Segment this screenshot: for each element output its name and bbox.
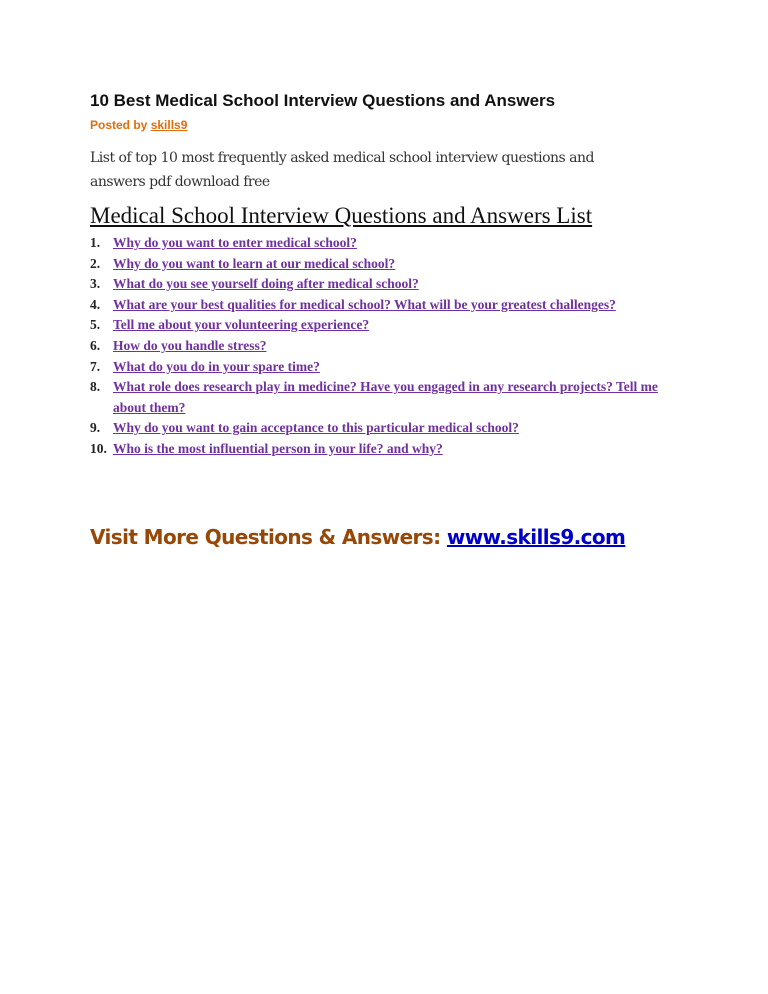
question-link[interactable]: How do you handle stress? [113, 337, 267, 353]
question-number: 10. [90, 440, 107, 456]
question-item [90, 357, 680, 378]
question-item [90, 439, 680, 460]
question-link[interactable]: What are your best qualities for medical school? What will be your greatest challenges? [113, 296, 616, 312]
question-link[interactable]: Who is the most influential person in your life? and why? [113, 440, 443, 456]
question-number: 8. [90, 379, 101, 395]
question-link[interactable]: What do you do in your spare time? [113, 358, 320, 374]
intro-text: List of top 10 most frequently asked medical school interview questions and answers pdf download free [90, 150, 595, 190]
question-number: 5. [90, 317, 101, 333]
question-link[interactable]: Why do you want to gain acceptance to this particular medical school? [113, 420, 519, 436]
question-number: 6. [90, 337, 101, 353]
question-number: 3. [90, 276, 101, 292]
question-link[interactable]: What do you see yourself doing after medical school? [113, 276, 419, 292]
question-number: 4. [90, 296, 101, 312]
posted-by [90, 118, 187, 132]
question-item [90, 274, 680, 295]
question-link[interactable]: What role does research play in medicine? Have you engaged in any research projects? Tell me about them? [113, 379, 658, 415]
question-item [90, 315, 680, 336]
visit-label: Visit More Questions & Answers: [90, 525, 441, 549]
question-item [90, 418, 680, 439]
question-number: 1. [90, 235, 101, 250]
question-link[interactable]: Why do you want to learn at our medical school? [113, 255, 396, 271]
question-number: 7. [90, 358, 101, 374]
site-link[interactable]: www.skills9.com [446, 525, 626, 549]
question-item [90, 254, 680, 275]
question-item [90, 377, 680, 418]
page-title: 10 Best Medical School Interview Questions and Answers [90, 91, 556, 110]
question-item [90, 336, 680, 357]
question-item [90, 295, 680, 316]
visit-more [90, 525, 625, 549]
list-heading: Medical School Interview Questions and Answers List [90, 203, 593, 228]
questions-list [90, 233, 680, 460]
question-link[interactable]: Why do you want to enter medical school? [113, 235, 357, 250]
question-number: 9. [90, 420, 101, 436]
question-number: 2. [90, 255, 101, 271]
question-item [90, 233, 680, 254]
author-link[interactable]: skills9 [150, 118, 188, 132]
question-link[interactable]: Tell me about your volunteering experience? [113, 317, 370, 333]
posted-label: Posted by [90, 118, 148, 132]
